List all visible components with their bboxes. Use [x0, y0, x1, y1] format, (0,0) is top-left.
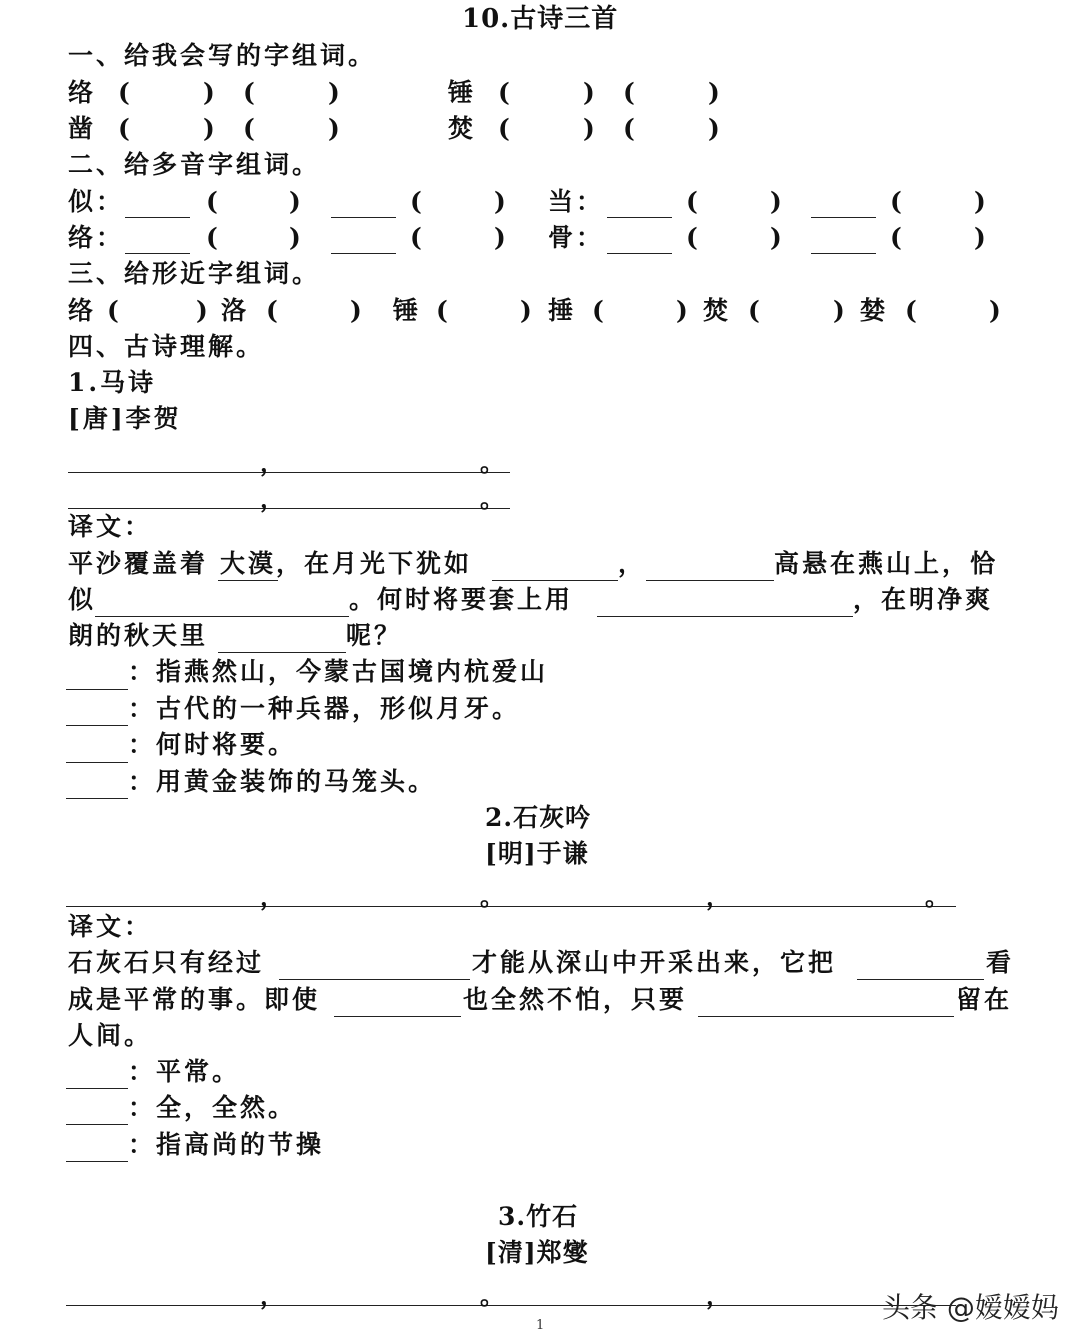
char: 当： — [548, 187, 605, 216]
char: 似： — [68, 187, 125, 216]
paren-close: ) — [583, 78, 595, 107]
note-blank[interactable] — [66, 1161, 128, 1162]
translation-text: 。何时将要套上用 — [349, 585, 574, 614]
answer-line[interactable] — [279, 979, 470, 980]
note-blank[interactable] — [66, 798, 128, 799]
paren-open: ( — [748, 296, 760, 325]
translation-text: 石灰石只有经过 — [68, 948, 265, 977]
translation-text: 大漠 — [220, 549, 277, 578]
answer-line[interactable] — [334, 1016, 461, 1017]
answer-line[interactable] — [811, 253, 876, 254]
paren-open: ( — [890, 223, 902, 252]
translation-text: 成是平常的事。即使 — [68, 985, 321, 1014]
answer-line[interactable] — [95, 616, 349, 617]
paren-open: ( — [118, 78, 130, 107]
paren-open: ( — [498, 114, 510, 143]
paren-close: ) — [328, 78, 340, 107]
translation-text: 也全然不怕，只要 — [463, 985, 688, 1014]
char: 凿 — [68, 114, 97, 143]
char: 洛 — [221, 296, 250, 325]
paren-close: ) — [203, 114, 215, 143]
paren-close: ) — [289, 187, 301, 216]
translation-text: 才能从深山中开采出来，它把 — [472, 948, 837, 977]
poem-line[interactable] — [66, 1305, 956, 1306]
section-heading: 三、给形近字组词。 — [68, 259, 321, 288]
translation-text: 看 — [986, 948, 1015, 977]
translation-text: 高悬在燕山上，恰 — [774, 549, 999, 578]
paren-close: ) — [770, 223, 782, 252]
section-heading: 四、古诗理解。 — [68, 332, 265, 361]
poem-line[interactable] — [68, 472, 510, 473]
watermark: 头条 @嫒嫒妈 — [882, 1291, 1059, 1324]
paren-open: ( — [206, 223, 218, 252]
paren-close: ) — [494, 187, 506, 216]
char: 络： — [68, 223, 125, 252]
paren-close: ) — [989, 296, 1001, 325]
paren-open: ( — [905, 296, 917, 325]
poem-author: [唐]李贺 — [68, 404, 182, 433]
answer-line[interactable] — [125, 253, 190, 254]
translation-text: 呢？ — [346, 621, 403, 650]
translation-text: 人间。 — [68, 1021, 153, 1050]
translation-label: 译文： — [68, 912, 153, 941]
paren-open: ( — [243, 78, 255, 107]
note-text: ：何时将要。 — [128, 730, 297, 759]
poem-title: 1.马诗 — [68, 368, 157, 397]
char: 络 — [68, 78, 97, 107]
paren-open: ( — [118, 114, 130, 143]
comma: ， — [706, 1281, 730, 1310]
char: 络 — [68, 296, 97, 325]
paren-open: ( — [107, 296, 119, 325]
paren-close: ) — [328, 114, 340, 143]
translation-text: ， — [618, 549, 647, 578]
translation-text: ，在月光下犹如 — [276, 549, 473, 578]
note-text: ：平常。 — [128, 1057, 241, 1086]
paren-open: ( — [410, 223, 422, 252]
note-text: ：全，全然。 — [128, 1093, 297, 1122]
char: 骨： — [548, 223, 605, 252]
paren-close: ) — [833, 296, 845, 325]
char: 焚 — [448, 114, 477, 143]
answer-line[interactable] — [218, 652, 346, 653]
char: 捶 — [548, 296, 577, 325]
translation-text: ，在明净爽 — [853, 585, 994, 614]
paren-open: ( — [686, 223, 698, 252]
note-text: ：用黄金装饰的马笼头。 — [128, 767, 437, 796]
char: 锤 — [393, 296, 422, 325]
poem-title: 2.石灰吟 — [485, 803, 592, 832]
paren-close: ) — [676, 296, 688, 325]
answer-line[interactable] — [698, 1016, 954, 1017]
note-text: ：指燕然山，今蒙古国境内杭爱山 — [128, 657, 549, 686]
answer-line[interactable] — [646, 580, 774, 581]
paren-open: ( — [206, 187, 218, 216]
paren-close: ) — [520, 296, 532, 325]
paren-close: ) — [350, 296, 362, 325]
paren-close: ) — [708, 78, 720, 107]
paren-close: ) — [203, 78, 215, 107]
comma: ， — [260, 484, 284, 513]
paren-close: ) — [289, 223, 301, 252]
paren-open: ( — [498, 78, 510, 107]
period: 。 — [480, 882, 504, 911]
answer-line[interactable] — [607, 217, 672, 218]
paren-close: ) — [708, 114, 720, 143]
paren-open: ( — [592, 296, 604, 325]
answer-line[interactable] — [811, 217, 876, 218]
comma: ， — [706, 882, 730, 911]
paren-open: ( — [266, 296, 278, 325]
translation-text: 似 — [68, 585, 97, 614]
paren-open: ( — [623, 78, 635, 107]
translation-label: 译文： — [68, 512, 153, 541]
paren-close: ) — [196, 296, 208, 325]
paren-open: ( — [623, 114, 635, 143]
note-blank[interactable] — [66, 689, 128, 690]
translation-text: 平沙覆盖着 — [68, 549, 209, 578]
comma: ， — [260, 882, 284, 911]
paren-open: ( — [890, 187, 902, 216]
paren-close: ) — [770, 187, 782, 216]
paren-close: ) — [974, 187, 986, 216]
answer-line[interactable] — [331, 217, 396, 218]
char: 锤 — [448, 78, 477, 107]
answer-line[interactable] — [492, 580, 618, 581]
answer-line[interactable] — [857, 979, 984, 980]
comma: ， — [260, 448, 284, 477]
char: 焚 — [703, 296, 732, 325]
underline-mark — [218, 580, 278, 581]
note-blank[interactable] — [66, 762, 128, 763]
answer-line[interactable] — [125, 217, 190, 218]
note-blank[interactable] — [66, 725, 128, 726]
note-blank[interactable] — [66, 1088, 128, 1089]
answer-line[interactable] — [607, 253, 672, 254]
paren-close: ) — [583, 114, 595, 143]
section-heading: 二、给多音字组词。 — [68, 150, 321, 179]
paren-open: ( — [243, 114, 255, 143]
answer-line[interactable] — [597, 616, 853, 617]
period: 。 — [480, 484, 504, 513]
note-text: ：古代的一种兵器，形似月牙。 — [128, 694, 521, 723]
paren-open: ( — [686, 187, 698, 216]
section-heading: 一、给我会写的字组词。 — [68, 41, 377, 70]
comma: ， — [260, 1281, 284, 1310]
char: 婪 — [860, 296, 889, 325]
note-blank[interactable] — [66, 1124, 128, 1125]
poem-line[interactable] — [68, 508, 510, 509]
answer-line[interactable] — [331, 253, 396, 254]
translation-text: 留在 — [956, 985, 1013, 1014]
period: 。 — [925, 882, 949, 911]
poem-title: 3.竹石 — [498, 1202, 579, 1231]
period: 。 — [480, 448, 504, 477]
poem-line[interactable] — [66, 906, 956, 907]
paren-close: ) — [494, 223, 506, 252]
note-text: ：指高尚的节操 — [128, 1130, 325, 1159]
period: 。 — [480, 1281, 504, 1310]
paren-open: ( — [410, 187, 422, 216]
paren-open: ( — [436, 296, 448, 325]
page-title: 10.古诗三首 — [462, 4, 619, 34]
poem-author: [明]于谦 — [485, 839, 589, 868]
paren-close: ) — [974, 223, 986, 252]
poem-author: [清]郑燮 — [485, 1238, 589, 1267]
translation-text: 朗的秋天里 — [68, 621, 209, 650]
page-number: 1 — [536, 1318, 545, 1333]
